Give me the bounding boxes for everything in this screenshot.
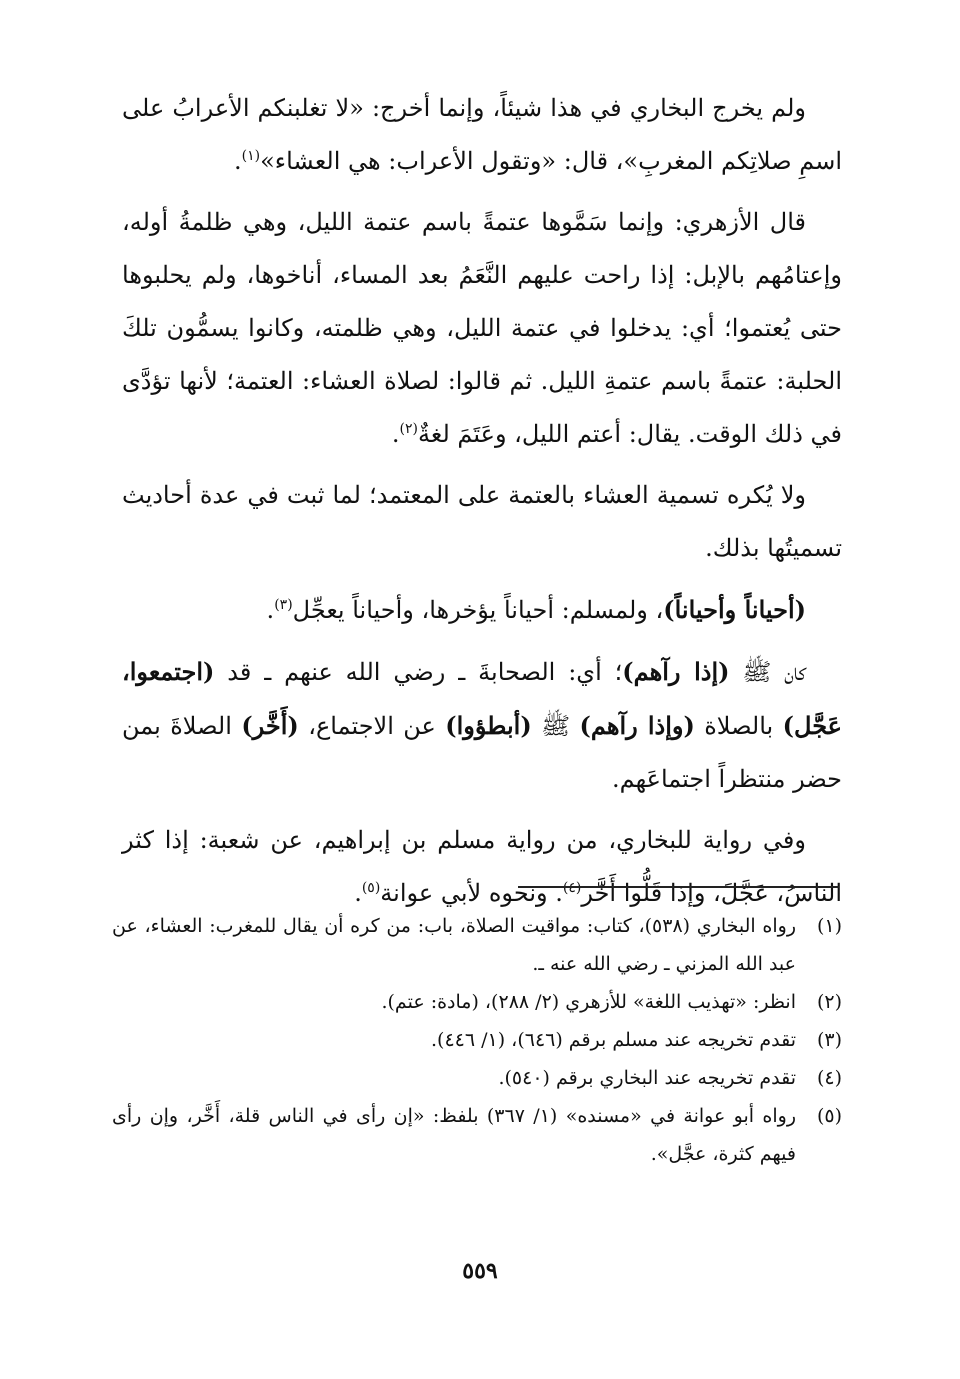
footnote-text: رواه أبو عوانة في «مسنده» (١/ ٣٦٧) بلفظ: «إن رأى في الناس قلة، أَخَّر، وإن رأى فيهم كثرة، عجَّل». <box>112 1105 796 1165</box>
footnote-ref-3[interactable]: (٣) <box>274 597 293 613</box>
footnote-ref-4[interactable]: (٤) <box>562 880 582 896</box>
paragraph-1 <box>122 82 842 188</box>
footnote-number: (٢) <box>816 991 842 1013</box>
main-text <box>122 82 842 920</box>
footnote-ref-2[interactable]: (٢) <box>399 421 419 437</box>
paragraph-5 <box>122 645 842 806</box>
paragraph-text: وفي رواية للبخاري، من رواية مسلم بن إبراهيم، عن شعبة: إذا كثر الناسُ، عَجَّلَ، وإذا قَلُّوا أَخَّر <box>122 826 842 907</box>
footnote-number: (٥) <box>816 1105 842 1127</box>
footnote-text: تقدم تخريجه عند مسلم برقم (٦٤٦)، (١/ ٤٤٦). <box>430 1029 796 1051</box>
paragraph-2 <box>122 196 842 461</box>
footnote-5 <box>112 1097 842 1173</box>
hadith-phrase: (اجتمعوا، عَجَّل) <box>122 657 842 740</box>
hadith-phrase: (أحياناً وأحياناً) <box>663 595 806 624</box>
footnote-number: (١) <box>816 915 842 937</box>
footnote-2 <box>112 983 842 1021</box>
footnote-text: انظر: «تهذيب اللغة» للأزهري (٢/ ٢٨٨)، (مادة: عتم). <box>381 991 796 1013</box>
paragraph-text: كان ﷺ <box>729 658 806 686</box>
paragraph-text: عن الاجتماع، <box>298 712 446 740</box>
footnote-ref-5[interactable]: (٥) <box>361 880 381 896</box>
footnote-number: (٣) <box>816 1029 842 1051</box>
paragraph-text: ﷺ <box>531 712 580 740</box>
footnote-text: تقدم تخريجه عند البخاري برقم (٥٤٠). <box>498 1067 796 1089</box>
footnote-1 <box>112 907 842 983</box>
hadith-phrase: (إذا رآهم) <box>622 657 730 686</box>
punctuation: . <box>266 596 275 624</box>
footnote-4 <box>112 1059 842 1097</box>
paragraph-6 <box>122 814 842 920</box>
paragraph-text: . ونحوه لأبي عوانة <box>380 879 563 907</box>
paragraph-text: قال الأزهري: وإنما سَمَّوها عتمةً باسم عتمة الليل، وهي ظلمةُ أوله، وإعتامُهم بالإبل: إذا راحت عليهم النَّعَمُ بعد المساء، أناخوها، ولم يحلبوها حتى يُعتموا؛ أي: يدخلوا في عتمة الليل، وهي ظلمته، وكانوا يسمُّون تلكَ الحلبة: عتمةً باسم عتمةِ الليل. ثم قالوا: لصلاة العشاء: العتمة؛ لأنها تؤدَّى في ذلك الوقت. يقال: أعتم الليل، وعَتَمَ لغةٌ <box>122 208 843 448</box>
paragraph-text: ولا يُكره تسمية العشاء بالعتمة على المعتمد؛ لما ثبت في عدة أحاديث تسميتُها بذلك. <box>122 481 842 562</box>
paragraph-text: بالصلاة <box>694 712 783 740</box>
footnotes <box>112 907 842 1173</box>
paragraph-text: ولم يخرج البخاري في هذا شيئاً، وإنما أخرج: «لا تغلبنكم الأعرابُ على اسمِ صلاتِكم المغربِ»، قال: «وتقول الأعراب: هي العشاء» <box>122 94 842 175</box>
footnote-text: رواه البخاري (٥٣٨)، كتاب: مواقيت الصلاة، باب: من كره أن يقال للمغرب: العشاء، عن عبد الله المزني ـ رضي الله عنه ـ. <box>112 915 797 975</box>
paragraph-text: ؛ أي: الصحابةَ ـ رضي الله عنهم ـ قد <box>214 658 623 686</box>
punctuation: . <box>391 420 400 448</box>
hadith-phrase: (أَخَّر) <box>241 711 299 740</box>
footnote-3 <box>112 1021 842 1059</box>
hadith-phrase: (وإذا رآهم) <box>579 711 695 740</box>
paragraph-4 <box>122 583 842 637</box>
footnote-number: (٤) <box>816 1067 842 1089</box>
footnote-separator <box>518 886 839 888</box>
paragraph-text: ، ولمسلم: أحياناً يؤخرها، وأحياناً يعجِّل <box>292 596 664 624</box>
punctuation: . <box>234 147 242 175</box>
hadith-phrase: (أبطؤوا) <box>445 711 532 740</box>
paragraph-text: الصلاةَ بمن حضر منتظراً اجتماعَهم. <box>122 712 842 793</box>
page-number: ٥٥٩ <box>462 1258 498 1284</box>
footnote-ref-1[interactable]: (١) <box>241 148 261 164</box>
paragraph-3 <box>122 469 842 575</box>
punctuation: . <box>354 879 362 907</box>
